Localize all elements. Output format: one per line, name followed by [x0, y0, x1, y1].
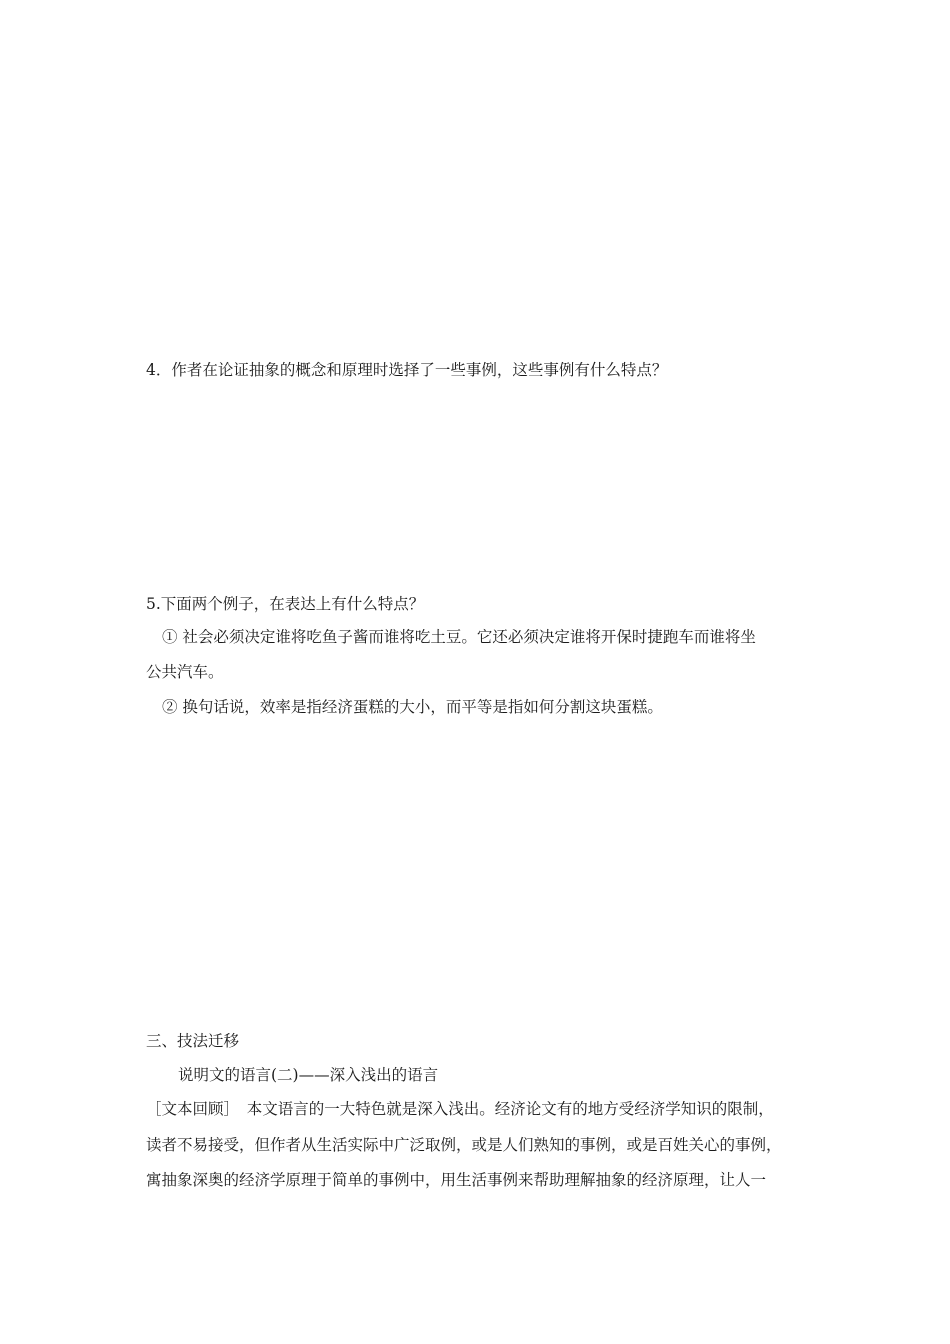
text-review-line-3: 寓抽象深奥的经济学原理于简单的事例中，用生活事例来帮助理解抽象的经济原理，让人一: [146, 1171, 767, 1189]
example-2: ② 换句话说，效率是指经济蛋糕的大小，而平等是指如何分割这块蛋糕。: [162, 698, 663, 716]
example-1-line-2: 公共汽车。: [146, 663, 224, 681]
text-review-line-1: ［文本回顾］ 本文语言的一大特色就是深入浅出。经济论文有的地方受经济学知识的限制，: [146, 1100, 774, 1118]
section-3-heading: 三、技法迁移: [146, 1032, 240, 1050]
question-4: 4．作者在论证抽象的概念和原理时选择了一些事例，这些事例有什么特点？: [146, 361, 668, 379]
example-1-line-1: ① 社会必须决定谁将吃鱼子酱而谁将吃土豆。它还必须决定谁将开保时捷跑车而谁将坐: [162, 628, 756, 646]
text-review-line-2: 读者不易接受，但作者从生活实际中广泛取例，或是人们熟知的事例，或是百姓关心的事例，: [146, 1136, 782, 1154]
section-3-subtitle: 说明文的语言(二)——深入浅出的语言: [178, 1066, 439, 1084]
question-5: 5.下面两个例子，在表达上有什么特点？: [146, 595, 425, 613]
